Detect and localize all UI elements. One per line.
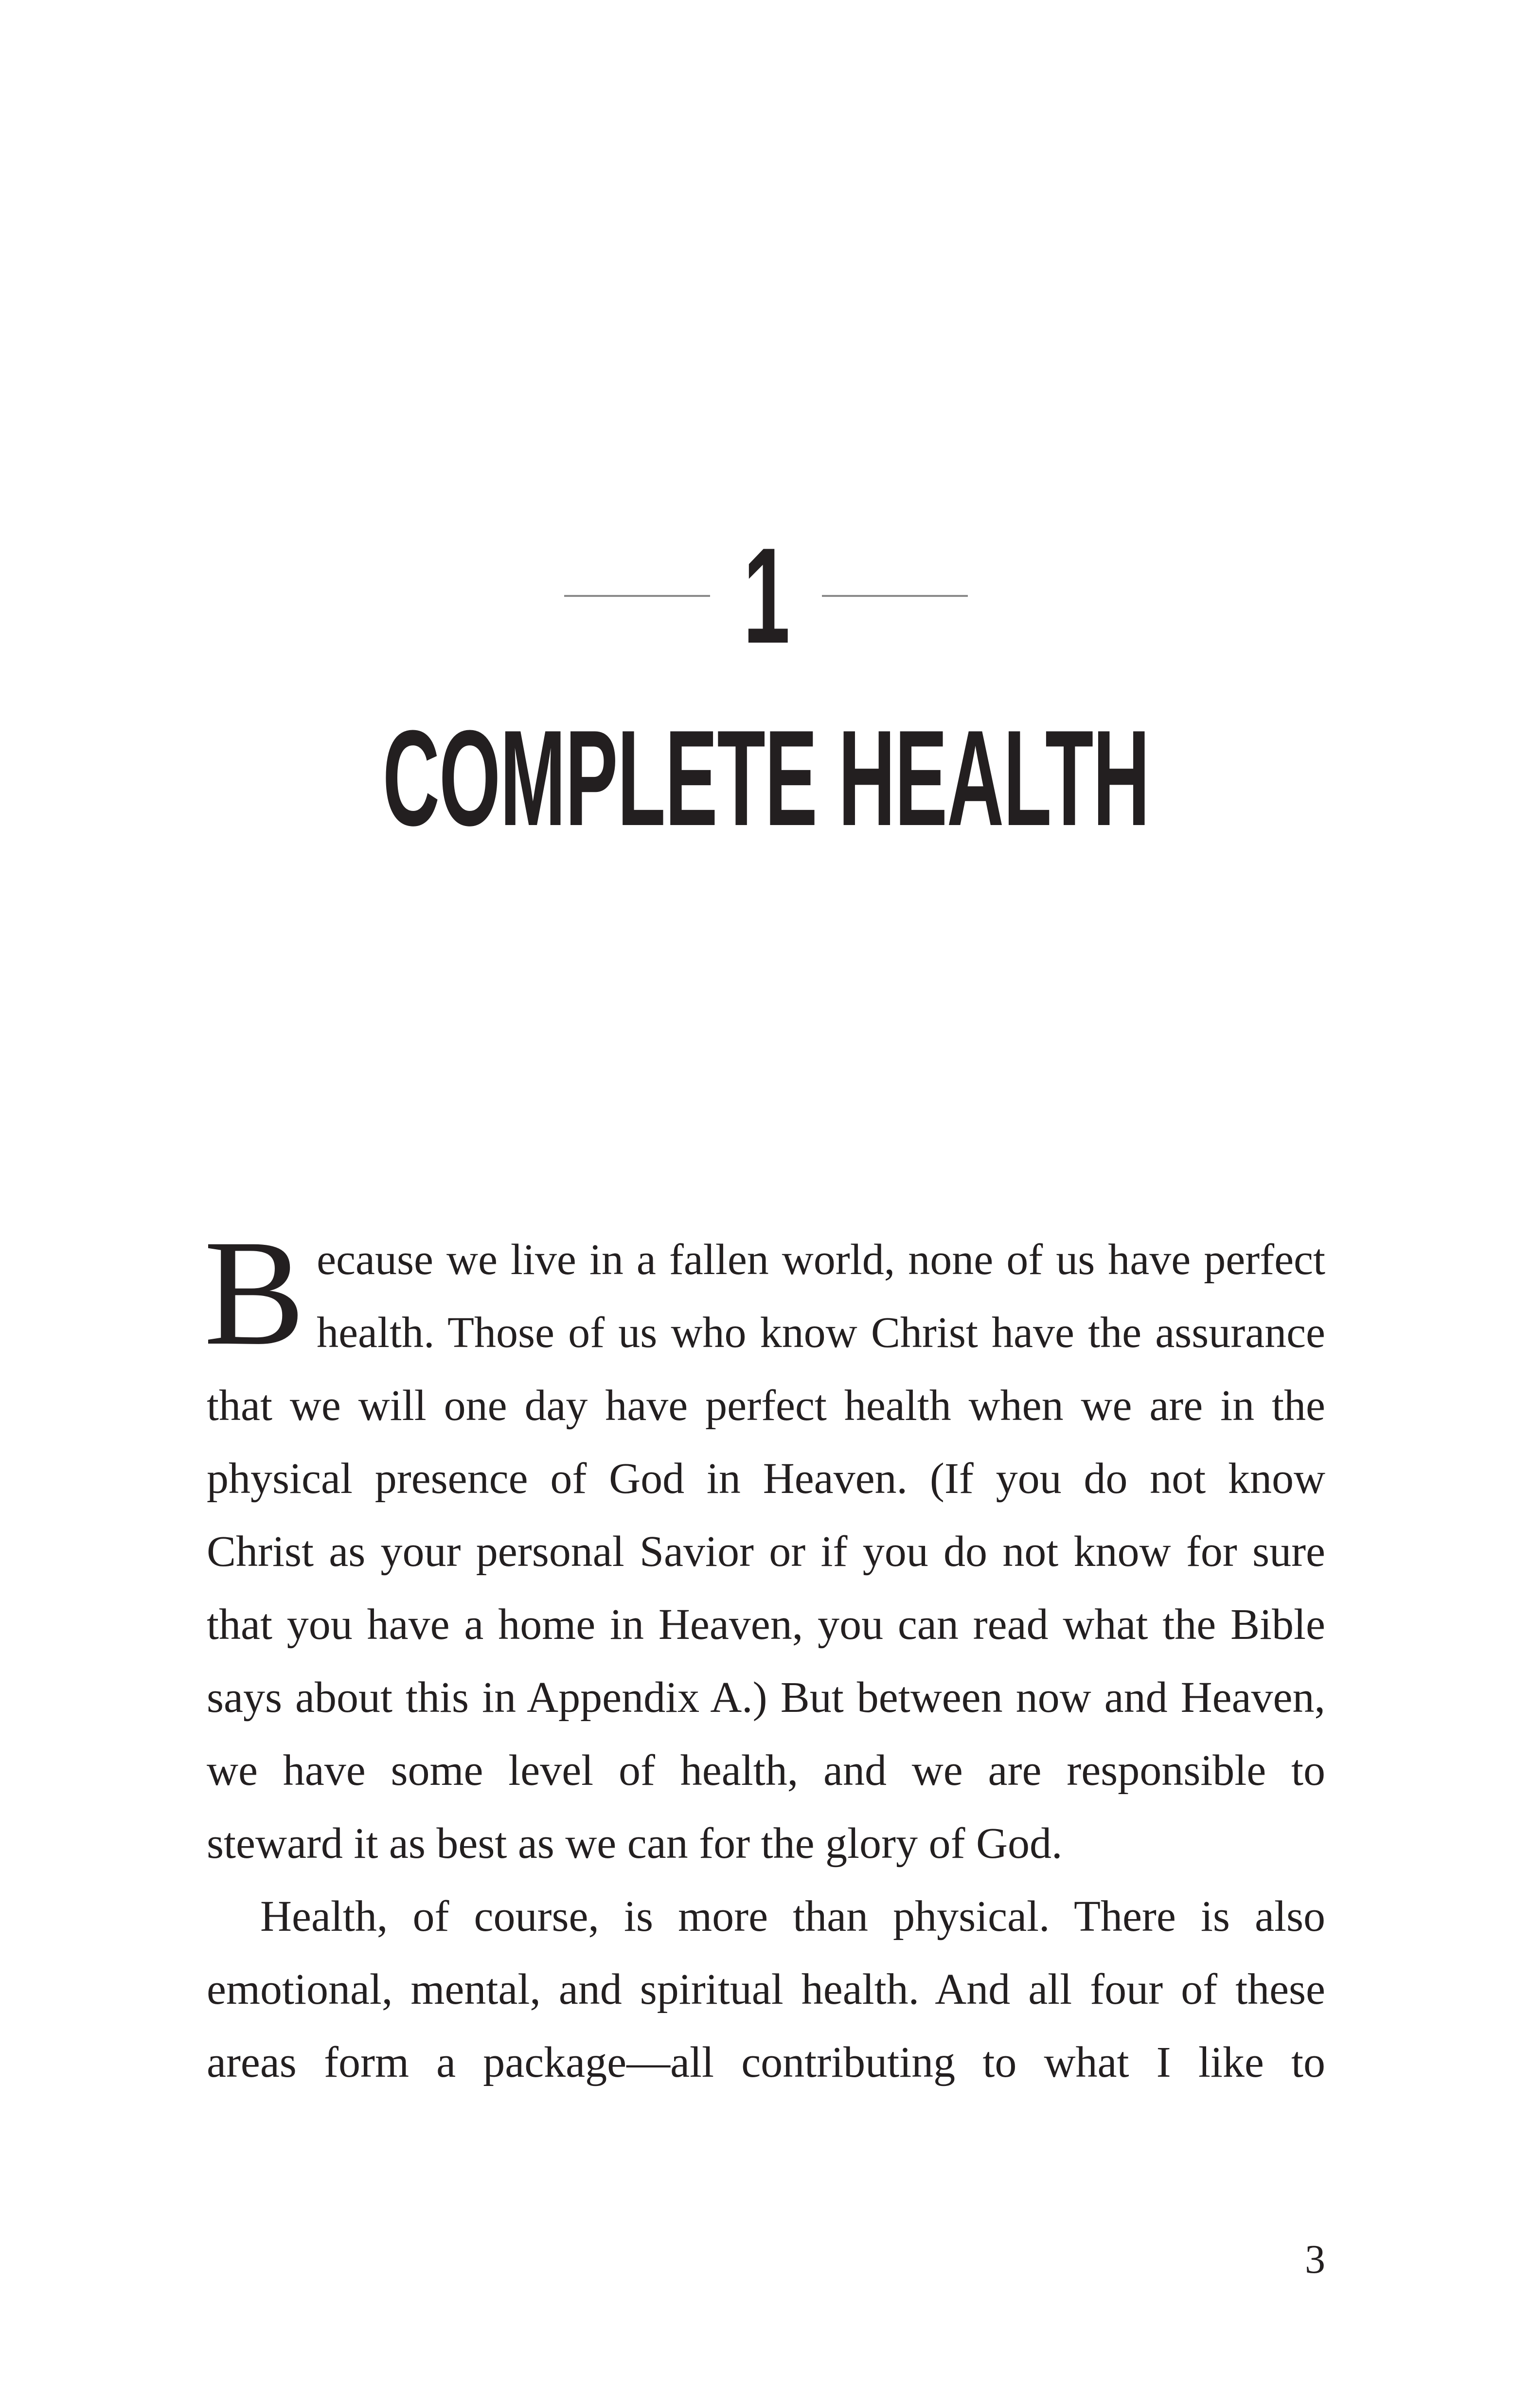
chapter-number: 1 (743, 520, 789, 672)
left-rule (564, 595, 710, 597)
page-number: 3 (1305, 2237, 1325, 2282)
paragraph-2: Health, of course, is more than physical. There is also emotional, mental, and spiritual health. And all four of these areas form a package—all contributing to what I like to (207, 1892, 1325, 2086)
drop-cap: B (204, 1209, 305, 1377)
body-text (204, 1209, 1325, 2099)
paragraph-1-text: ecause we live in a fallen world, none of us have perfect health. Those of us who know Christ have the assurance that we will one day have perfect health when we are in the physical presence of God in Heaven. (If you do not know Christ as your personal Savior or if you do not know for sure that you have a home in Heaven, you can read what the Bible says about this in Appendix A.) But between now and Heaven, we have some level of health, and we are responsible to steward it as best as we can for the glory of God. (207, 1236, 1325, 1868)
right-rule (822, 595, 968, 597)
chapter-heading (0, 520, 1532, 854)
chapter-number-row (0, 520, 1532, 672)
paragraph-1 (204, 1209, 1325, 1880)
chapter-title: COMPLETE HEALTH (382, 702, 1150, 854)
